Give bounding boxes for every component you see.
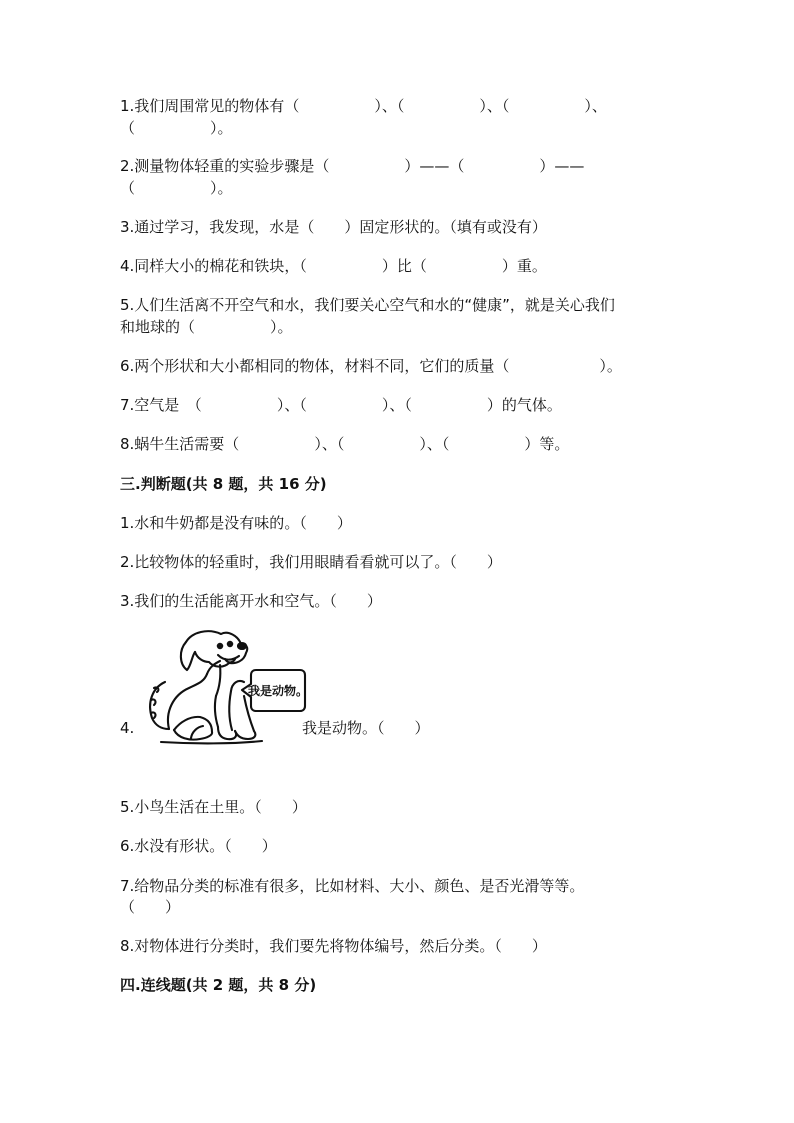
- judge-question-4-text: 我是动物。（ ）: [302, 719, 430, 737]
- judge-question-4-number: 4.: [120, 719, 135, 737]
- question-3: 3.通过学习，我发现，水是（ ）固定形状的。（填有或没有）: [120, 218, 547, 236]
- question-5-line-2: 和地球的（ ）。: [120, 318, 293, 336]
- question-1-line-2: （ ）。: [120, 119, 233, 137]
- question-6: 6.两个形状和大小都相同的物体，材料不同，它们的质量（ ）。: [120, 357, 622, 375]
- question-8: 8.蜗牛生活需要（ ）、（ ）、（ ）等。: [120, 435, 570, 453]
- dog-speech-text: 我是动物。: [247, 684, 309, 698]
- judge-question-2: 2.比较物体的轻重时，我们用眼睛看看就可以了。（ ）: [120, 553, 502, 571]
- question-1-line-1: 1.我们周围常见的物体有（ ）、（ ）、（ ）、: [120, 97, 607, 115]
- dog-illustration: [134, 628, 310, 752]
- judge-question-3: 3.我们的生活能离开水和空气。（ ）: [120, 592, 382, 610]
- judge-question-7-line-1: 7.给物品分类的标准有很多，比如材料、大小、颜色、是否光滑等等。: [120, 877, 585, 895]
- section-3-title: 三.判断题(共 8 题，共 16 分): [120, 475, 327, 493]
- judge-question-8: 8.对物体进行分类时，我们要先将物体编号，然后分类。（ ）: [120, 937, 547, 955]
- judge-question-6: 6.水没有形状。（ ）: [120, 837, 277, 855]
- judge-question-5: 5.小鸟生活在土里。（ ）: [120, 798, 307, 816]
- section-4-title: 四.连线题(共 2 题，共 8 分): [120, 976, 317, 994]
- question-2-line-2: （ ）。: [120, 179, 233, 197]
- judge-question-1: 1.水和牛奶都是没有味的。（ ）: [120, 514, 352, 532]
- question-5-line-1: 5.人们生活离不开空气和水，我们要关心空气和水的“健康”，就是关心我们: [120, 296, 615, 314]
- question-2-line-1: 2.测量物体轻重的实验步骤是（ ）——（ ）——: [120, 157, 585, 175]
- question-4: 4.同样大小的棉花和铁块，（ ）比（ ）重。: [120, 257, 547, 275]
- judge-question-7-line-2: （ ）: [120, 898, 181, 916]
- question-7: 7.空气是 （ ）、（ ）、（ ）的气体。: [120, 396, 562, 414]
